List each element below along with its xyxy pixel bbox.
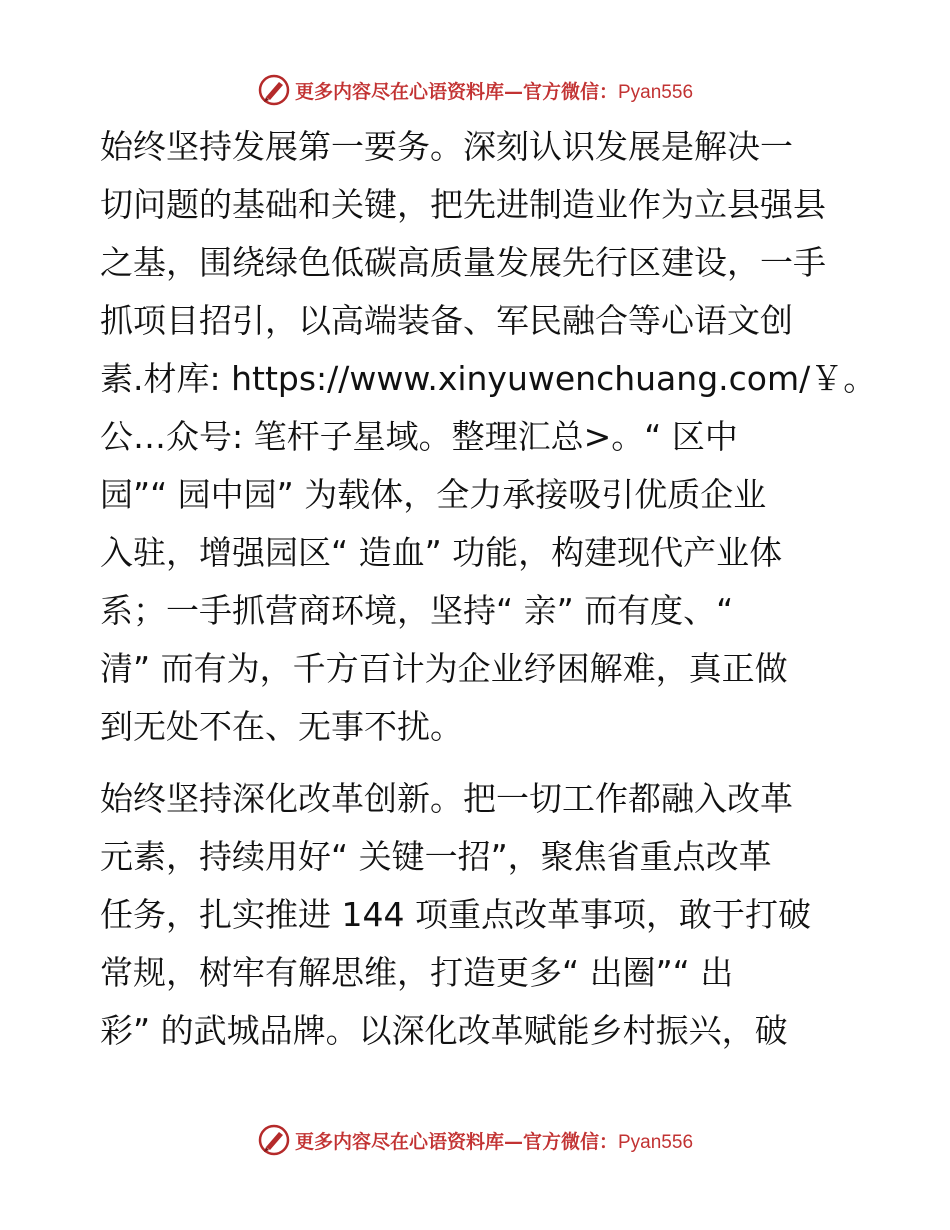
footer-wechat-handle: Pyan556 xyxy=(618,1131,694,1153)
text-line: 始终坚持发展第一要务。深刻认识发展是解决一 xyxy=(100,127,793,166)
text-line: 清” 而有为，千方百计为企业纾困解难，真正做 xyxy=(100,649,788,688)
text-line: 系；一手抓营商环境，坚持“ 亲” 而有度、“ xyxy=(100,591,734,630)
text-line: 切问题的基础和关键，把先进制造业作为立县强县 xyxy=(100,185,826,224)
text-line: 到无处不在、无事不扰。 xyxy=(100,707,463,746)
header-wechat-handle: Pyan556 xyxy=(618,81,694,103)
text-line: 入驻，增强园区“ 造血” 功能，构建现代产业体 xyxy=(100,533,783,572)
paragraph-gap xyxy=(100,756,850,770)
paragraph-reform xyxy=(100,770,850,1060)
text-line: 任务，扎实推进 144 项重点改革事项，敢于打破 xyxy=(100,895,811,934)
text-line: 素.材库: https://www.xinyuwenchuang.com/￥。 xyxy=(100,359,877,398)
document-body xyxy=(100,118,877,1060)
footer-banner xyxy=(0,1120,950,1160)
text-line: 始终坚持深化改革创新。把一切工作都融入改革 xyxy=(100,779,793,818)
paragraph-development xyxy=(100,118,877,756)
header-brand xyxy=(257,73,693,107)
pen-logo-icon xyxy=(257,1123,291,1157)
header-brand-text xyxy=(295,77,693,104)
text-line: 常规，树牢有解思维，打造更多“ 出圈”“ 出 xyxy=(100,953,734,992)
text-line: 元素，持续用好“ 关键一招”，聚焦省重点改革 xyxy=(100,837,772,876)
header-banner xyxy=(0,70,950,110)
text-line: 彩” 的武城品牌。以深化改革赋能乡村振兴，破 xyxy=(100,1011,788,1050)
footer-brand xyxy=(257,1123,693,1157)
text-line: 园”“ 园中园” 为载体，全力承接吸引优质企业 xyxy=(100,475,767,514)
header-brand-label: 更多内容尽在心语资料库—官方微信： xyxy=(294,80,618,103)
footer-brand-label: 更多内容尽在心语资料库—官方微信： xyxy=(294,1130,618,1153)
text-line: 抓项目招引，以高端装备、军民融合等心语文创 xyxy=(100,301,793,340)
text-line: 之基，围绕绿色低碳高质量发展先行区建设，一手 xyxy=(100,243,826,282)
text-line: 公…众号: 笔杆子星域。整理汇总>。“ 区中 xyxy=(100,417,738,456)
footer-brand-text xyxy=(295,1127,693,1154)
pen-logo-icon xyxy=(257,73,291,107)
